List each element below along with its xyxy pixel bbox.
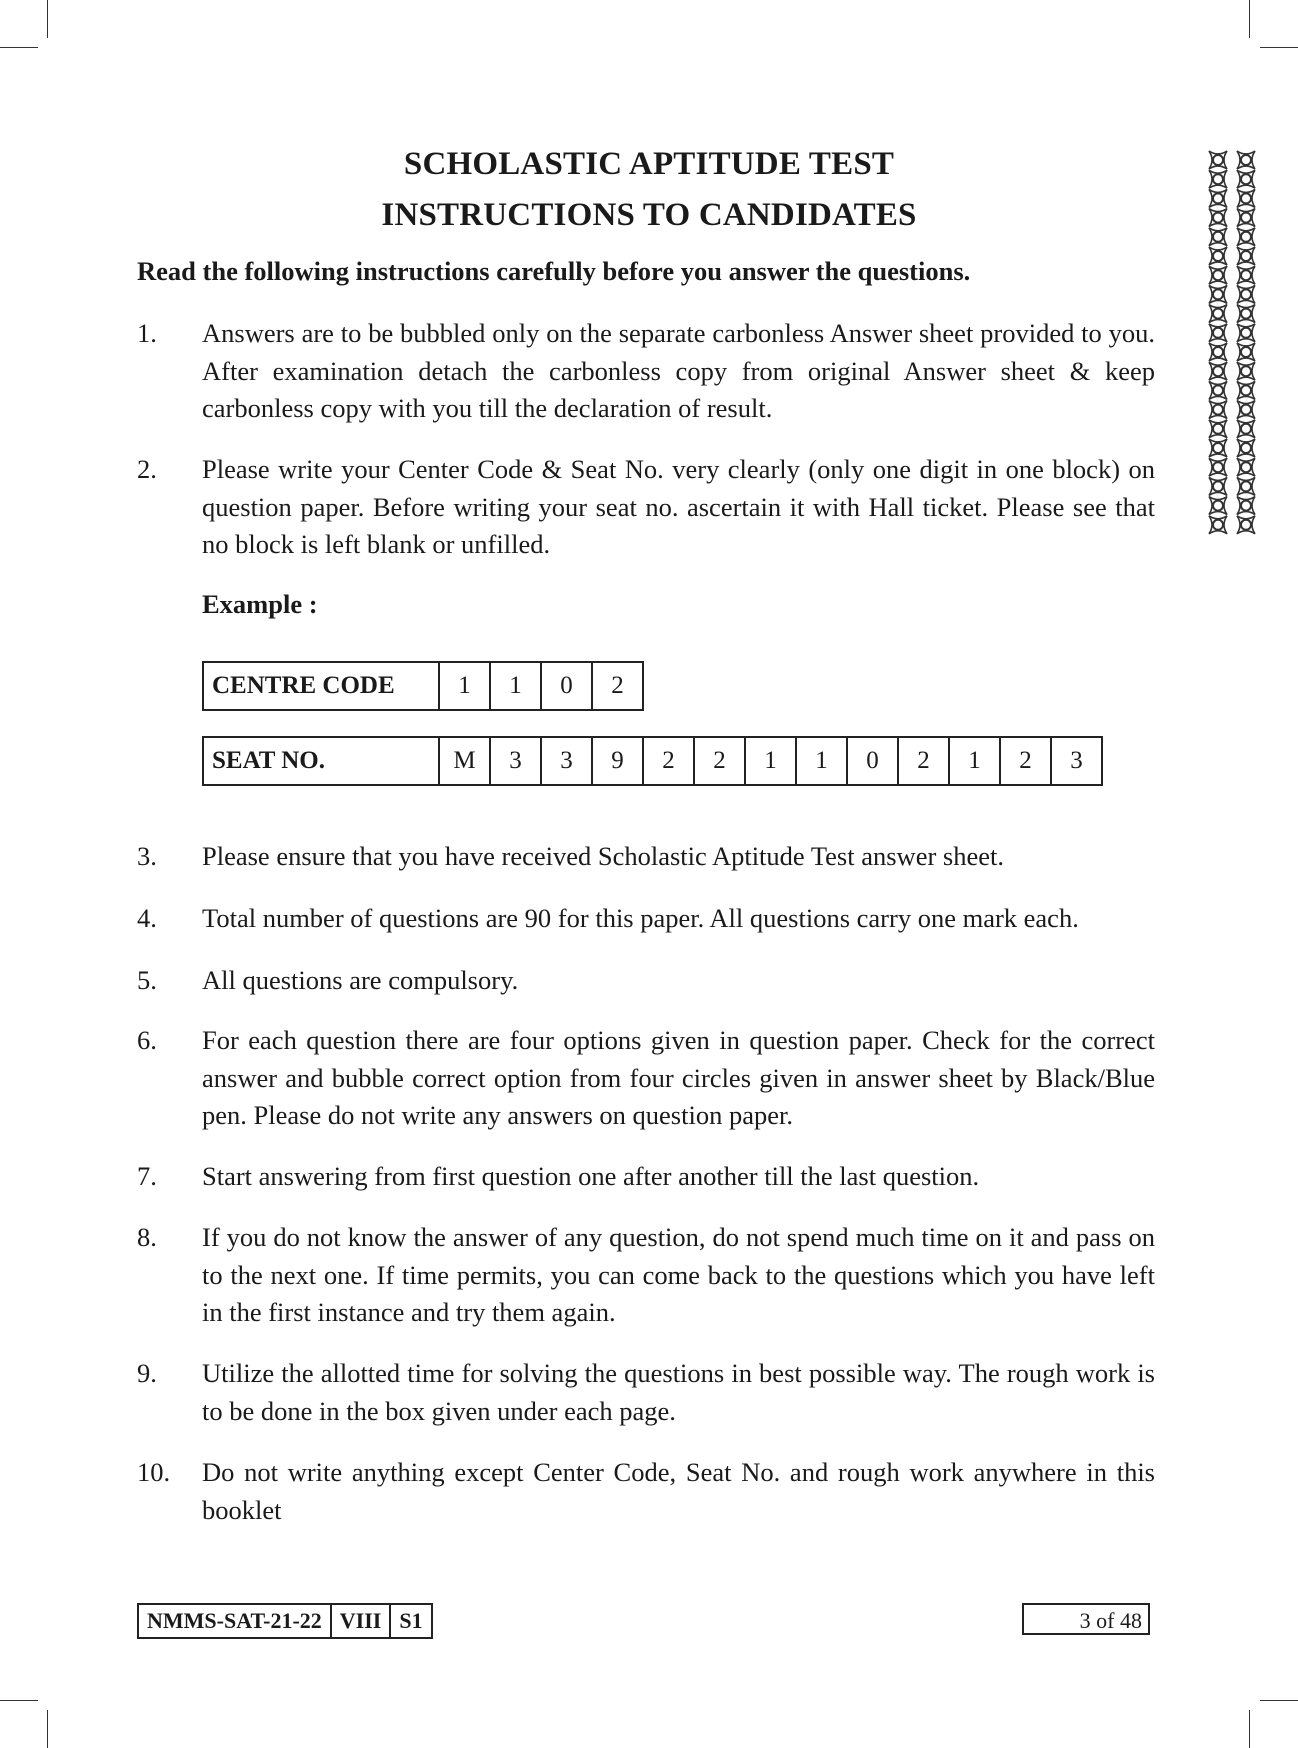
instruction-number: 2. [137,454,157,484]
pattern-knot [1237,305,1255,323]
code-digit: 1 [490,662,541,710]
instruction-text: Answers are to be bubbled only on the separate carbonless Answer sheet provided to you. After examination detach the carbonless copy from original Answer sheet & keep carbonless copy with you till the declaration of result. [202,318,1155,423]
pattern-knot [1237,324,1255,342]
pattern-knot [1209,343,1227,361]
pattern-knot [1209,247,1227,265]
paper-code: NMMS-SAT-21-22 [138,1604,331,1638]
seat-no-label: SEAT NO. [203,737,439,785]
instruction-item [137,1355,1155,1430]
pattern-knot [1237,381,1255,399]
pattern-knot [1209,305,1227,323]
seat-digit: 1 [745,737,796,785]
instruction-number: 10. [137,1457,171,1487]
instruction-number: 1. [137,318,157,348]
instruction-number: 5. [137,965,157,995]
pattern-knot [1209,362,1227,380]
instruction-number: 4. [137,903,157,933]
instruction-text: Total number of questions are 90 for this paper. All questions carry one mark each. [202,903,1079,933]
paper-grade: VIII [331,1604,391,1638]
pattern-knot [1237,266,1255,284]
pattern-knot [1209,401,1227,419]
crop-mark [1260,47,1298,48]
instruction-text: Please ensure that you have received Scholastic Aptitude Test answer sheet. [202,841,1004,871]
instruction-number: 3. [137,841,157,871]
pattern-knot [1237,477,1255,495]
pattern-knot [1209,516,1227,534]
seat-digit: 0 [847,737,898,785]
pattern-knot [1237,497,1255,515]
seat-digit: 3 [541,737,592,785]
instruction-item [137,1219,1155,1332]
instruction-text: If you do not know the answer of any question, do not spend much time on it and pass on to the next one. If time permits, you can come back to the questions which you have left in the first instance and try them again. [202,1222,1155,1327]
pattern-knot [1237,247,1255,265]
instruction-text: Please write your Center Code & Seat No. very clearly (only one digit in one block) on question paper. Before writing your seat no. ascertain it with Hall ticket. Please see that no block is left blank or unfilled. [202,454,1155,559]
instruction-number: 9. [137,1358,157,1388]
seat-no-table [202,736,1103,786]
page-number: 3 of 48 [1022,1603,1150,1635]
pattern-knot [1237,285,1255,303]
page-title: SCHOLASTIC APTITUDE TEST [403,146,895,182]
code-digit: 0 [541,662,592,710]
instruction-item [137,1454,1155,1529]
pattern-knot [1237,439,1255,457]
crop-mark [1249,0,1250,38]
instruction-item [137,1158,1155,1196]
instruction-item [137,1022,1155,1135]
pattern-knot [1209,324,1227,342]
intro-text: Read the following instructions carefully before you answer the questions. [137,256,971,286]
pattern-knot [1209,439,1227,457]
code-digit: 2 [592,662,643,710]
example-label: Example : [202,589,318,619]
pattern-knot [1237,458,1255,476]
pattern-knot [1237,401,1255,419]
instruction-number: 6. [137,1025,157,1055]
crop-mark [0,1700,38,1701]
seat-digit: 2 [1000,737,1051,785]
centre-code-table [202,661,644,711]
crop-mark [47,1710,48,1748]
seat-digit: 1 [796,737,847,785]
instruction-text: Utilize the allotted time for solving the questions in best possible way. The rough work is to be done in the box given under each page. [202,1358,1155,1426]
pattern-knot [1209,266,1227,284]
pattern-knot [1237,420,1255,438]
seat-digit: 2 [898,737,949,785]
instruction-item [137,315,1155,428]
seat-digit: 9 [592,737,643,785]
instruction-number: 7. [137,1161,157,1191]
instruction-text: For each question there are four options given in question paper. Check for the correct answer and bubble correct option from four circles given in answer sheet by Black/Blue pen. Please do not write any answers on question paper. [202,1025,1155,1130]
seat-digit: 2 [643,737,694,785]
crop-mark [0,47,38,48]
instruction-item [137,962,1155,1000]
instruction-item [137,838,1155,876]
page-subtitle: INSTRUCTIONS TO CANDIDATES [381,197,917,233]
instruction-item [137,900,1155,938]
pattern-knot [1209,285,1227,303]
pattern-knot [1237,343,1255,361]
crop-mark [1249,1710,1250,1748]
pattern-knot [1237,362,1255,380]
code-digit: 1 [439,662,490,710]
seat-digit: 3 [1051,737,1102,785]
seat-digit: 2 [694,737,745,785]
crop-mark [47,0,48,38]
crop-mark [1260,1700,1298,1701]
instruction-item [137,451,1155,564]
pattern-knot [1209,420,1227,438]
pattern-knot [1209,497,1227,515]
pattern-knot [1209,458,1227,476]
seat-digit: 1 [949,737,1000,785]
instruction-text: All questions are compulsory. [202,965,519,995]
paper-code-box [137,1603,433,1639]
seat-digit: M [439,737,490,785]
instruction-text: Start answering from first question one after another till the last question. [202,1161,980,1191]
paper-set: S1 [390,1604,431,1638]
pattern-knot [1209,477,1227,495]
pattern-knot [1209,381,1227,399]
pattern-knot [1237,516,1255,534]
seat-digit: 3 [490,737,541,785]
centre-code-label: CENTRE CODE [203,662,439,710]
instruction-text: Do not write anything except Center Code, Seat No. and rough work anywhere in this booklet [202,1457,1155,1525]
instruction-number: 8. [137,1222,157,1252]
